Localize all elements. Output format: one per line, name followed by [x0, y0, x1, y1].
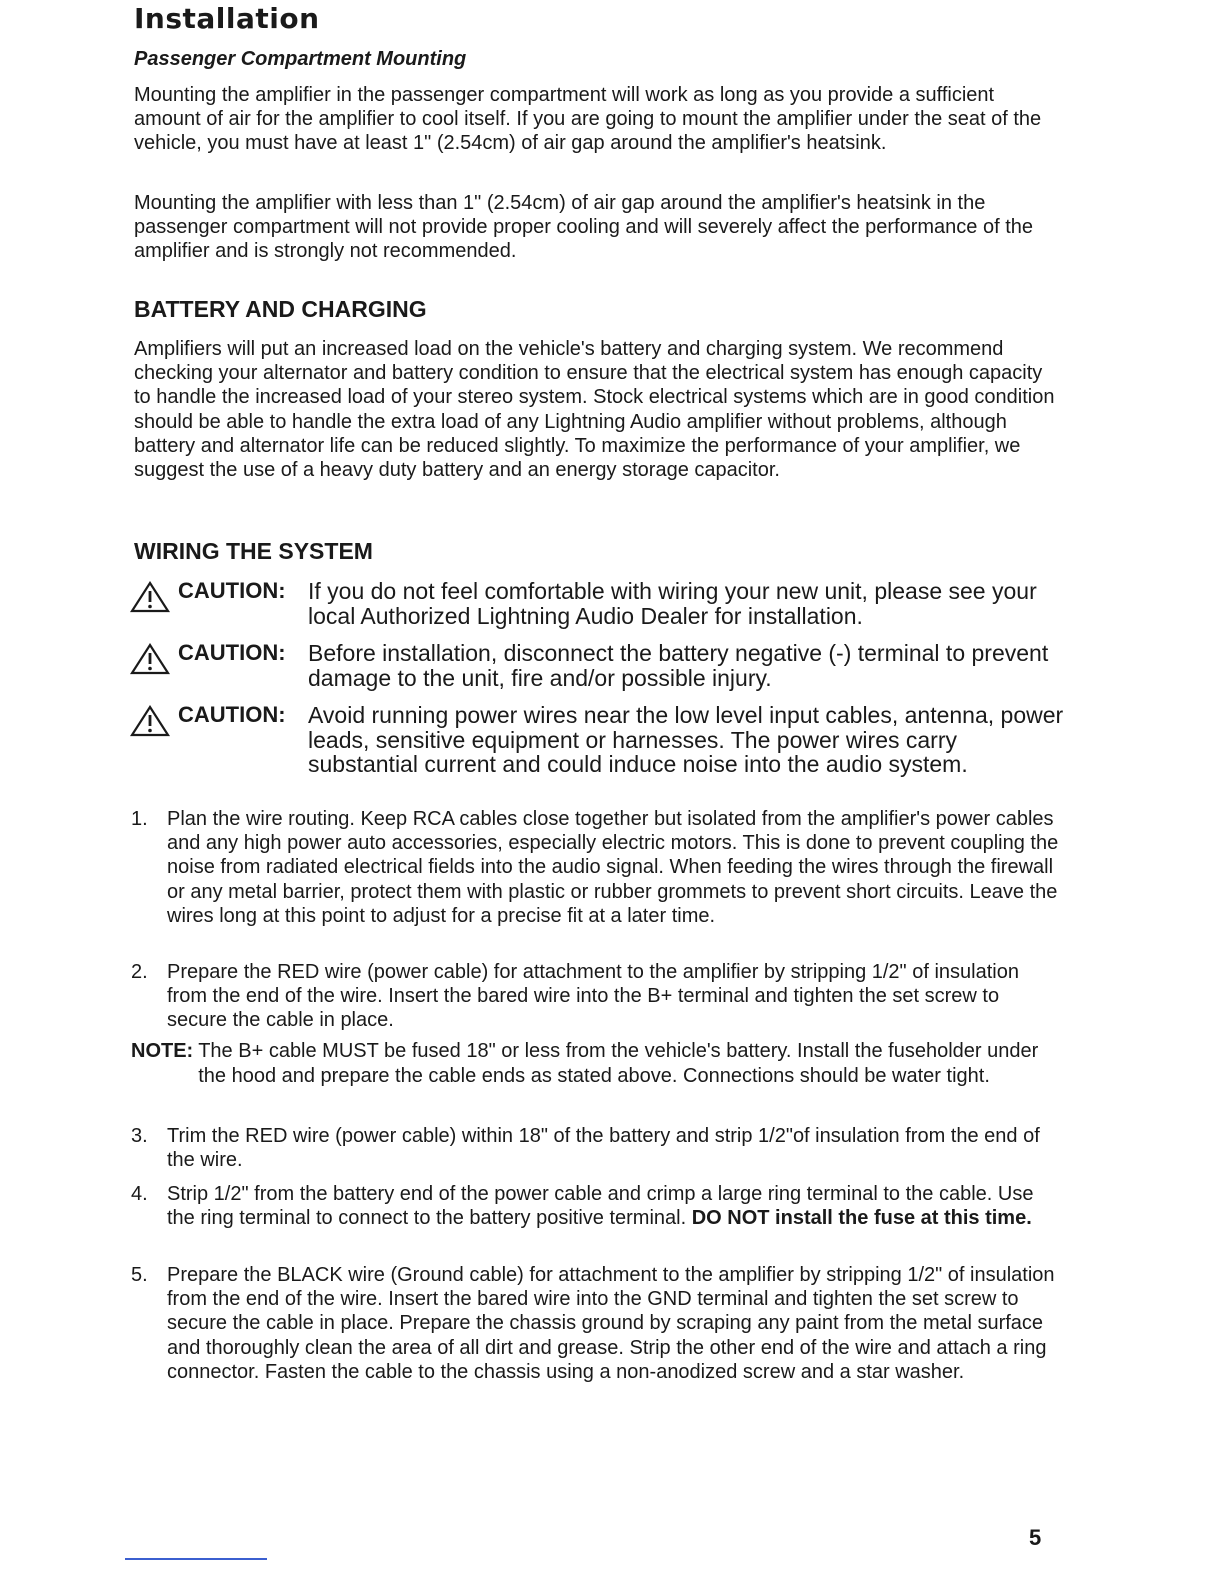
warning-triangle-icon [128, 581, 172, 613]
caution-label: CAUTION: [178, 578, 286, 603]
list-item-text: Plan the wire routing. Keep RCA cables close together but isolated from the amplifier's power cables and any high power auto accessories, especially electric motors. This is done to prevent coupling the noise from radiated electrical fields into the audio signal. When feeding the wires through the firewall or any metal barrier, protect them with plastic or rubber grommets to prevent short circuits. Leave the wires long at this point to adjust for a precise fit at a later time. [167, 808, 1059, 927]
page-number: 5 [1029, 1525, 1042, 1550]
warning-triangle-icon [128, 643, 172, 675]
warning-triangle-icon [128, 705, 172, 737]
intro-paragraph-2: Mounting the amplifier with less than 1" (2.54cm) of air gap around the amplifier's heatsink in the passenger compartment will not provide proper cooling and will severely affect the performance of the amplifier and is strongly not recommended. [134, 192, 1033, 263]
list-item-text [167, 1182, 1061, 1230]
list-item-number: 1. [131, 808, 148, 830]
list-item [131, 1182, 1061, 1230]
list-item-number: 3. [131, 1125, 148, 1147]
section-subtitle: Passenger Compartment Mounting [134, 48, 467, 70]
list-item [131, 1124, 1061, 1172]
list-item [131, 807, 1061, 928]
note-text: The B+ cable MUST be fused 18" or less from the vehicle's battery. Install the fuseholder under the hood and prepare the cable ends as stated above. Connections should be water tight. [198, 1040, 1039, 1088]
list-item-number: 5. [131, 1264, 148, 1286]
caution-label: CAUTION: [178, 702, 286, 727]
list-item-text: Trim the RED wire (power cable) within 18" of the battery and strip 1/2"of insulation from the end of the wire. [167, 1125, 1040, 1172]
list-item-text-bold: DO NOT install the fuse at this time. [691, 1207, 1032, 1230]
note-label: NOTE: [131, 1040, 194, 1062]
caution-label: CAUTION: [178, 640, 286, 665]
footer-divider [125, 1558, 267, 1560]
caution-text: Avoid running power wires near the low level input cables, antenna, power leads, sensitive equipment or harnesses. The power wires carry substantial current and could induce noise into the audio system. [308, 702, 1064, 777]
intro-paragraph-1: Mounting the amplifier in the passenger compartment will work as long as you provide a sufficient amount of air for the amplifier to cool itself. If you are going to mount the amplifier under the seat of the vehicle, you must have at least 1" (2.54cm) of air gap around the amplifier's heatsink. [134, 84, 1042, 155]
battery-paragraph: Amplifiers will put an increased load on the vehicle's battery and charging system. We recommend checking your alternator and battery condition to ensure that the electrical system has enough capacity to handle the increased load of your stereo system. Stock electrical systems which are in good condition should be able to handle the extra load of any Lightning Audio amplifier without problems, although battery and alternator life can be reduced slightly. To maximize the performance of your amplifier, we suggest the use of a heavy duty battery and an energy storage capacitor. [134, 338, 1055, 482]
page-title: Installation [134, 2, 320, 35]
list-item [131, 1263, 1061, 1384]
battery-heading: BATTERY AND CHARGING [134, 296, 427, 322]
wiring-heading: WIRING THE SYSTEM [134, 538, 373, 564]
caution-text: If you do not feel comfortable with wiring your new unit, please see your local Authorized Lightning Audio Dealer for installation. [308, 578, 1037, 629]
list-item-text-regular: Strip 1/2" from the battery end of the power cable and crimp a large ring terminal to the cable. Use the ring terminal to connect to the battery positive terminal. [167, 1183, 1034, 1230]
list-item-text: Prepare the BLACK wire (Ground cable) for attachment to the amplifier by stripping 1/2" of insulation from the end of the wire. Insert the bared wire into the GND terminal and tighten the set screw to secure the cable in place. Prepare the chassis ground by scraping any paint from the metal surface and thoroughly clean the area of all dirt and grease. Strip the other end of the wire and attach a ring connector. Fasten the cable to the chassis using a non-anodized screw and a star washer. [167, 1264, 1055, 1383]
note-block [131, 1039, 1061, 1089]
list-item-text: Prepare the RED wire (power cable) for attachment to the amplifier by stripping 1/2" of insulation from the end of the wire. Insert the bared wire into the B+ terminal and tighten the set screw to secure the cable in place. [167, 961, 1019, 1032]
list-item [131, 960, 1061, 1033]
list-item-number: 2. [131, 961, 148, 983]
list-item-number: 4. [131, 1183, 148, 1205]
caution-block [128, 641, 1068, 690]
caution-block [128, 703, 1068, 777]
caution-block [128, 579, 1068, 628]
caution-text: Before installation, disconnect the battery negative (-) terminal to prevent damage to the unit, fire and/or possible injury. [308, 640, 1049, 691]
